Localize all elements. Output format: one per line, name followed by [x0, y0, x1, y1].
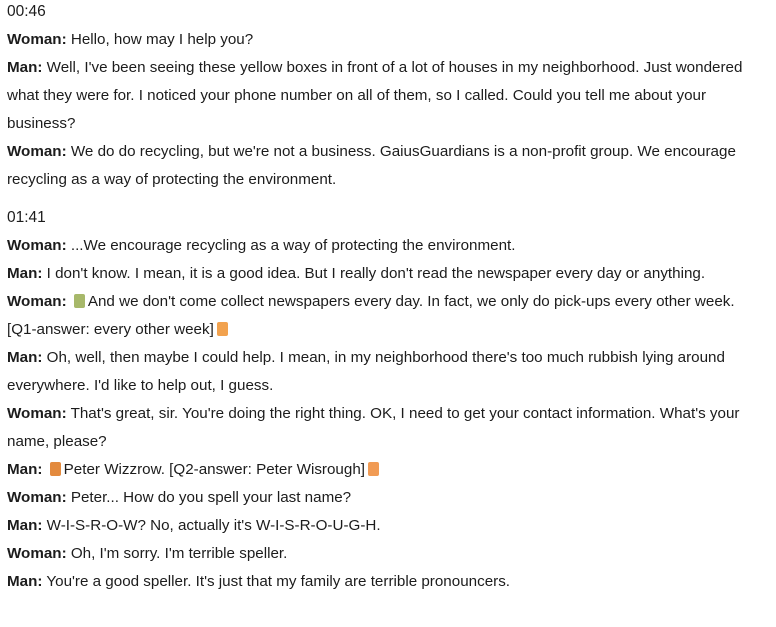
dialogue-text: We do do recycling, but we're not a business. GaiusGuardians is a non-profit group. We encourage recycling as a way of protecting the environment.	[7, 143, 736, 188]
dialogue-line	[7, 344, 767, 400]
answer-start-marker-icon	[50, 462, 61, 476]
speaker-label: Woman:	[7, 489, 67, 506]
speaker-label: Woman:	[7, 237, 67, 254]
dialogue-text: ...We encourage recycling as a way of protecting the environment.	[66, 237, 516, 254]
dialogue-line	[7, 456, 767, 484]
transcript-block-1	[7, 0, 767, 194]
dialogue-text: Hello, how may I help you?	[66, 31, 254, 48]
answer-start-marker-icon	[74, 294, 85, 308]
dialogue-text: That's great, sir. You're doing the right thing. OK, I need to get your contact information. What's your name, please?	[7, 405, 740, 450]
speaker-label: Woman:	[7, 545, 67, 562]
speaker-label: Man:	[7, 573, 43, 590]
speaker-label: Woman:	[7, 31, 67, 48]
dialogue-line	[7, 138, 767, 194]
answer-end-marker-icon	[217, 322, 228, 336]
spacer-text	[67, 293, 71, 310]
dialogue-line	[7, 54, 767, 138]
dialogue-text: You're a good speller. It's just that my family are terrible pronouncers.	[42, 573, 511, 590]
dialogue-text: Oh, well, then maybe I could help. I mean, in my neighborhood there's too much rubbish lying around everywhere. I'd like to help out, I guess.	[7, 349, 725, 394]
timestamp: 01:41	[7, 209, 46, 226]
dialogue-line	[7, 260, 767, 288]
dialogue-line	[7, 512, 767, 540]
dialogue-text: Peter... How do you spell your last name?	[66, 489, 352, 506]
block-spacer	[7, 194, 767, 204]
speaker-label: Man:	[7, 265, 43, 282]
dialogue-text: Peter Wizzrow. [Q2-answer: Peter Wisrough]	[63, 461, 365, 478]
speaker-label: Woman:	[7, 405, 67, 422]
dialogue-line	[7, 26, 767, 54]
dialogue-text: And we don't come collect newspapers every day. In fact, we only do pick-ups every other week. [Q1-answer: every other week]	[7, 293, 735, 338]
dialogue-line	[7, 400, 767, 456]
dialogue-text: Oh, I'm sorry. I'm terrible speller.	[66, 545, 288, 562]
transcript-page	[7, 0, 767, 596]
spacer-text	[42, 461, 46, 478]
dialogue-line	[7, 232, 767, 260]
speaker-label: Man:	[7, 461, 43, 478]
speaker-label: Man:	[7, 59, 43, 76]
speaker-label: Woman:	[7, 293, 67, 310]
dialogue-line	[7, 288, 767, 344]
answer-end-marker-icon	[368, 462, 379, 476]
dialogue-text: Well, I've been seeing these yellow boxes in front of a lot of houses in my neighborhood. Just wondered what they were for. I noticed your phone number on all of them, so I called. Could you tell me about your business?	[7, 59, 743, 132]
dialogue-line	[7, 568, 767, 596]
speaker-label: Man:	[7, 517, 43, 534]
timestamp: 00:46	[7, 3, 46, 20]
dialogue-text: I don't know. I mean, it is a good idea. But I really don't read the newspaper every day or anything.	[42, 265, 706, 282]
dialogue-text: W-I-S-R-O-W? No, actually it's W-I-S-R-O-U-G-H.	[42, 517, 381, 534]
speaker-label: Man:	[7, 349, 43, 366]
dialogue-line	[7, 540, 767, 568]
dialogue-line	[7, 484, 767, 512]
speaker-label: Woman:	[7, 143, 67, 160]
transcript-block-2	[7, 204, 767, 596]
